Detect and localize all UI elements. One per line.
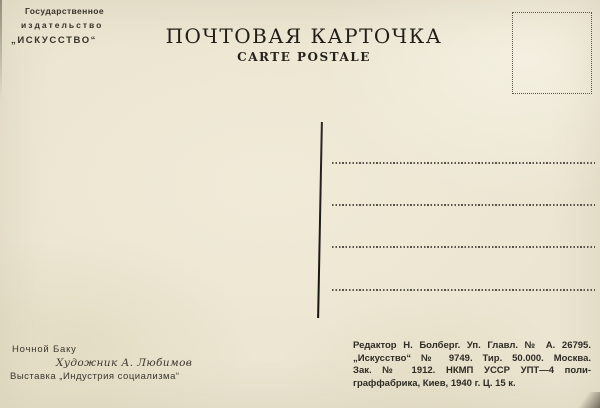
publisher-line-2: издательство [21,20,104,30]
address-line [332,204,595,206]
scan-edge-bottom-right [570,392,600,408]
publisher-line-1: Государственное [25,6,104,16]
imprint-line-2: „Искусство“ № 9749. Тир. 50.000. Москва. [353,352,591,364]
imprint-line-4: граффабрика, Киев, 1940 г. Ц. 15 к. [353,377,516,389]
exhibition-note: Выставка „Индустрия социализма“ [10,371,180,382]
publisher-name: „ИСКУССТВО“ [11,34,98,46]
address-line [332,246,595,248]
address-line [332,289,595,291]
imprint-line-3: Зак. № 1912. НКМП УССР УПТ—4 поли- [353,365,591,377]
postcard-subtitle: CARTE POSTALE [237,50,371,64]
stamp-box [512,12,592,94]
postcard-title: ПОЧТОВАЯ КАРТОЧКА [165,24,443,48]
imprint-block [353,340,591,390]
artist-credit: Художник А. Любимов [56,357,193,369]
address-line [332,162,595,164]
divider-line [317,122,323,318]
imprint-line-1: Редактор Н. Болберг. Уп. Главл. № А. 26795. [353,340,591,351]
artwork-title: Ночной Баку [12,344,77,355]
